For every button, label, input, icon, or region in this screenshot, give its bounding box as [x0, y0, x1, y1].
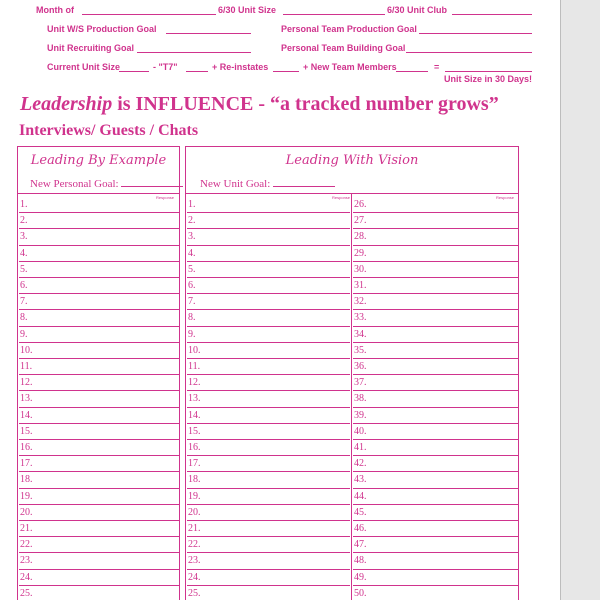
current-unit-size-field[interactable]	[119, 71, 149, 72]
column-separator	[351, 194, 352, 600]
table-row[interactable]: 9.	[19, 327, 179, 343]
table-row[interactable]: 33.	[353, 310, 518, 326]
table-row[interactable]: 17.	[19, 456, 179, 472]
unit-size-label: 6/30 Unit Size	[218, 5, 277, 15]
table-row[interactable]: 9.	[187, 327, 350, 343]
unit-size-field[interactable]	[283, 14, 385, 15]
unit-goal-field[interactable]	[273, 177, 335, 187]
table-row[interactable]: 29.	[353, 246, 518, 262]
table-row[interactable]: 15.	[19, 424, 179, 440]
table-row[interactable]: 26.	[353, 197, 518, 213]
box-divider	[18, 193, 179, 194]
table-row[interactable]: 21.	[19, 521, 179, 537]
table-row[interactable]: 47.	[353, 537, 518, 553]
table-row[interactable]: 34.	[353, 327, 518, 343]
table-row[interactable]: 49.	[353, 570, 518, 586]
table-row[interactable]: 23.	[187, 553, 350, 569]
table-row[interactable]: 2.	[187, 213, 350, 229]
personal-goal-row	[30, 177, 183, 191]
unit-goal-label: New Unit Goal:	[200, 178, 271, 190]
table-row[interactable]: 46.	[353, 521, 518, 537]
table-row[interactable]: 30.	[353, 262, 518, 278]
table-row[interactable]: 36.	[353, 359, 518, 375]
table-row[interactable]: 41.	[353, 440, 518, 456]
table-row[interactable]: 32.	[353, 294, 518, 310]
table-row[interactable]: 27.	[353, 213, 518, 229]
leading-by-example-heading: Leading By Example	[30, 153, 167, 168]
personal-team-building-label: Personal Team Building Goal	[281, 43, 406, 53]
ws-goal-label: Unit W/S Production Goal	[47, 24, 157, 34]
page-title	[20, 92, 499, 116]
table-row[interactable]: 15.	[187, 424, 350, 440]
table-row[interactable]: 18.	[19, 472, 179, 488]
personal-goal-label: New Personal Goal:	[30, 178, 119, 190]
table-row[interactable]: 11.	[187, 359, 350, 375]
table-row[interactable]: 8.	[19, 310, 179, 326]
unit-goal-row	[200, 177, 335, 191]
table-row[interactable]: 23.	[19, 553, 179, 569]
table-row[interactable]: 6.	[187, 278, 350, 294]
month-label: Month of	[36, 5, 74, 15]
box-divider	[186, 193, 518, 194]
table-row[interactable]: 22.	[187, 537, 350, 553]
unit-club-label: 6/30 Unit Club	[387, 5, 448, 15]
response-label: Response	[156, 195, 175, 200]
t7-field[interactable]	[186, 71, 208, 72]
table-row[interactable]: 35.	[353, 343, 518, 359]
table-row[interactable]: 25.	[19, 586, 179, 600]
t7-label: - "T7"	[153, 62, 178, 72]
table-row[interactable]: 1.	[19, 197, 179, 213]
table-row[interactable]: 43.	[353, 472, 518, 488]
recruiting-goal-field[interactable]	[137, 52, 251, 53]
table-row[interactable]: 11.	[19, 359, 179, 375]
table-row[interactable]: 12.	[187, 375, 350, 391]
table-row[interactable]: 20.	[19, 505, 179, 521]
table-row[interactable]: 4.	[187, 246, 350, 262]
table-row[interactable]: 10.	[187, 343, 350, 359]
section-subtitle: Interviews/ Guests / Chats	[19, 122, 199, 139]
table-row[interactable]: 14.	[187, 408, 350, 424]
table-row[interactable]: 10.	[19, 343, 179, 359]
table-row[interactable]: 16.	[19, 440, 179, 456]
reinstates-label: + Re-instates	[212, 62, 269, 72]
table-row[interactable]: 45.	[353, 505, 518, 521]
unit-size-30-field[interactable]	[445, 71, 532, 72]
table-row[interactable]: 38.	[353, 391, 518, 407]
table-row[interactable]: 19.	[187, 489, 350, 505]
unit-club-field[interactable]	[452, 14, 532, 15]
table-row[interactable]: 24.	[187, 570, 350, 586]
table-row[interactable]: 31.	[353, 278, 518, 294]
table-row[interactable]: 25.	[187, 586, 350, 600]
personal-team-prod-field[interactable]	[419, 33, 532, 34]
reinstates-field[interactable]	[273, 71, 299, 72]
table-row[interactable]: 28.	[353, 229, 518, 245]
table-row[interactable]: 20.	[187, 505, 350, 521]
table-row[interactable]: 3.	[187, 229, 350, 245]
table-row[interactable]: 22.	[19, 537, 179, 553]
table-row[interactable]: 5.	[19, 262, 179, 278]
personal-team-prod-label: Personal Team Production Goal	[281, 24, 417, 34]
table-row[interactable]: 4.	[19, 246, 179, 262]
current-unit-size-label: Current Unit Size	[47, 62, 121, 72]
scrollbar-gutter[interactable]	[560, 0, 600, 600]
recruiting-goal-label: Unit Recruiting Goal	[47, 43, 135, 53]
table-row[interactable]: 37.	[353, 375, 518, 391]
new-team-label: + New Team Members	[303, 62, 397, 72]
table-row[interactable]: 18.	[187, 472, 350, 488]
table-row[interactable]: 2.	[19, 213, 179, 229]
table-row[interactable]: 8.	[187, 310, 350, 326]
new-team-field[interactable]	[396, 71, 428, 72]
table-row[interactable]: 19.	[19, 489, 179, 505]
table-row[interactable]: 16.	[187, 440, 350, 456]
table-row[interactable]: 14.	[19, 408, 179, 424]
table-row[interactable]: 13.	[187, 391, 350, 407]
table-row[interactable]: 7.	[19, 294, 179, 310]
table-row[interactable]: 40.	[353, 424, 518, 440]
table-row[interactable]: 12.	[19, 375, 179, 391]
table-row[interactable]: 13.	[19, 391, 179, 407]
title-rest: is INFLUENCE - “a tracked number grows”	[112, 93, 499, 115]
table-row[interactable]: 42.	[353, 456, 518, 472]
title-lead-word: Leadership	[20, 93, 113, 115]
table-row[interactable]: 7.	[187, 294, 350, 310]
table-row[interactable]: 24.	[19, 570, 179, 586]
table-row[interactable]: 39.	[353, 408, 518, 424]
unit-size-30-label: Unit Size in 30 Days!	[444, 74, 533, 84]
leading-with-vision-heading: Leading With Vision	[285, 153, 419, 168]
table-row[interactable]: 50.	[353, 586, 518, 600]
ws-goal-field[interactable]	[166, 33, 251, 34]
table-row[interactable]: 44.	[353, 489, 518, 505]
table-row[interactable]: 5.	[187, 262, 350, 278]
table-row[interactable]: 6.	[19, 278, 179, 294]
table-row[interactable]: 3.	[19, 229, 179, 245]
personal-goal-field[interactable]	[121, 177, 183, 187]
personal-team-building-field[interactable]	[406, 52, 532, 53]
leading-by-example-box	[17, 146, 180, 600]
equals-label: =	[434, 62, 440, 72]
response-label-col2: Response	[496, 195, 515, 200]
table-row[interactable]: 1.	[187, 197, 350, 213]
table-row[interactable]: 21.	[187, 521, 350, 537]
table-row[interactable]: 17.	[187, 456, 350, 472]
response-label-col1: Response	[332, 195, 351, 200]
month-field[interactable]	[82, 14, 216, 15]
table-row[interactable]: 48.	[353, 553, 518, 569]
leading-with-vision-box	[185, 146, 519, 600]
